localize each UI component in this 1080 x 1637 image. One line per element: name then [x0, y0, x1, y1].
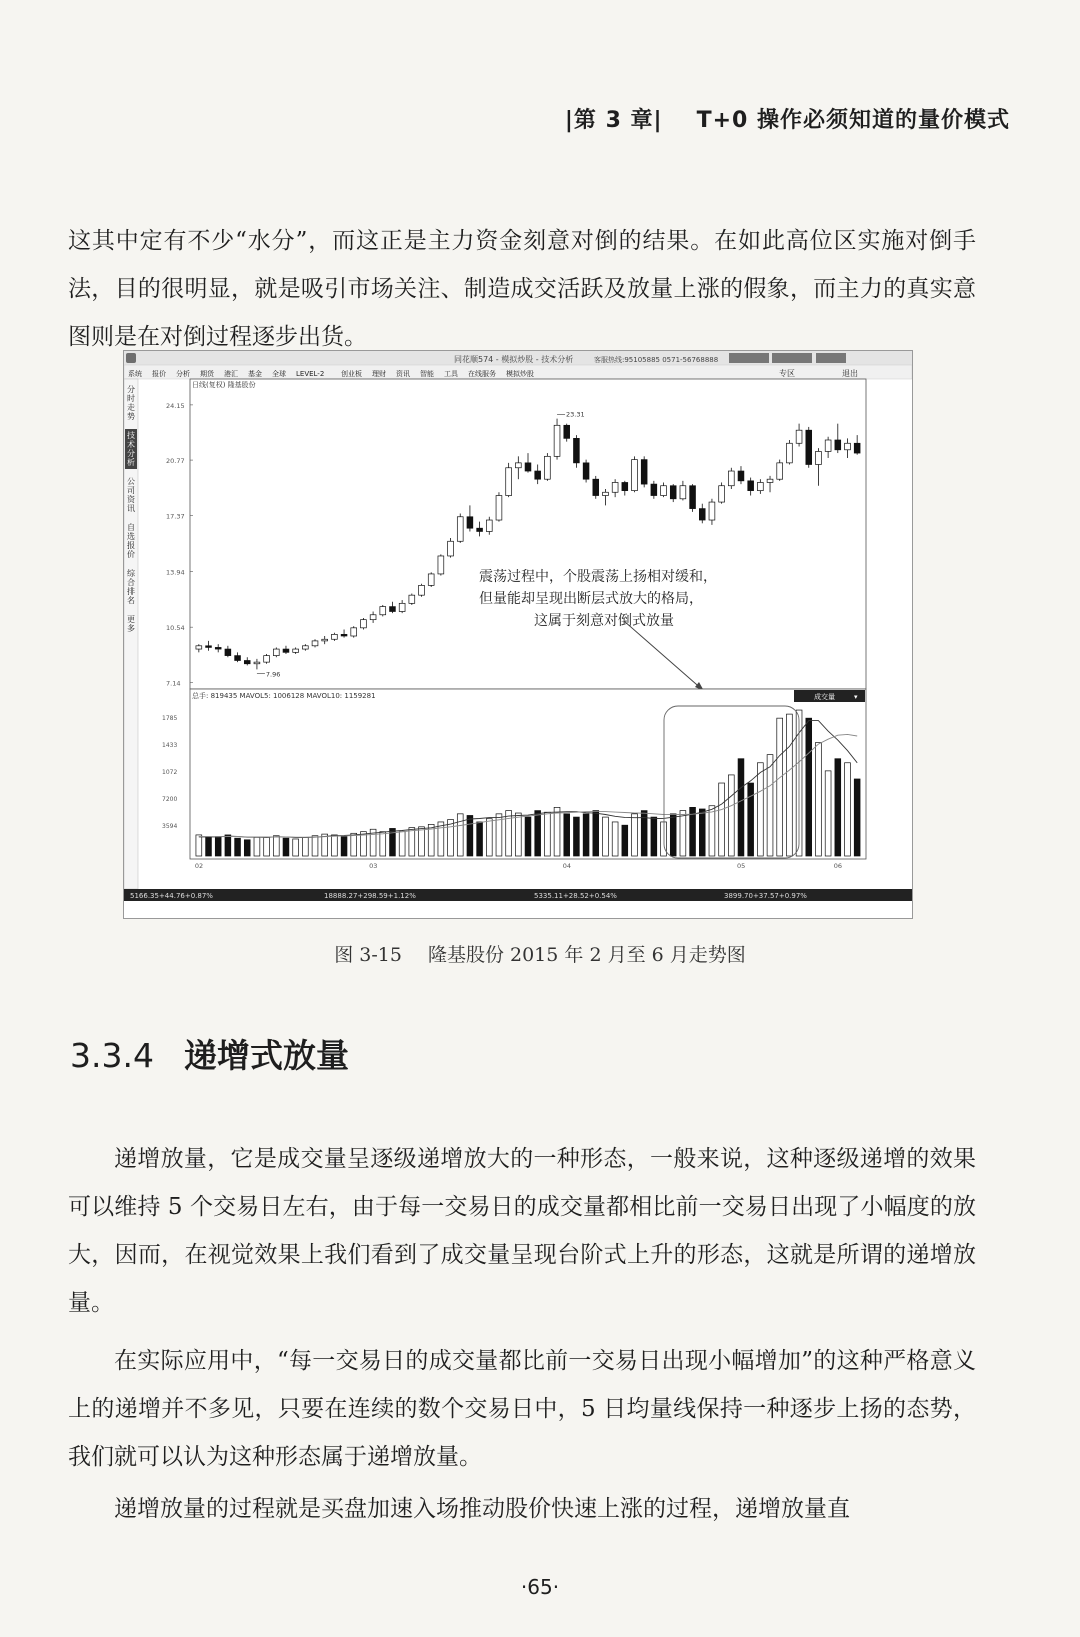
volume-bar	[419, 827, 425, 856]
sidebar-tab-char: 时	[127, 394, 135, 403]
candle-down	[670, 486, 676, 499]
sidebar-tab-char: 司	[127, 486, 135, 495]
volume-bar	[331, 835, 337, 856]
volume-bar	[448, 820, 454, 856]
sidebar-tab-char: 更	[127, 615, 135, 624]
candle-up	[554, 425, 560, 456]
candle-up	[845, 443, 851, 450]
volume-bar	[845, 763, 851, 856]
volume-bar	[486, 819, 492, 856]
body-paragraph-2: 递增放量，它是成交量呈逐级递增放大的一种形态，一般来说，这种逐级递增的效果可以维持 5 个交易日左右，由于每一交易日的成交量都相比前一交易日出现了小幅度的放大，因而，在视觉效果上我们看到了成交量呈现台阶式上升的形态，这就是所谓的递增放量。	[68, 1146, 976, 1316]
candle-down	[641, 460, 647, 485]
volume-bar	[477, 822, 483, 856]
volume-bar	[564, 814, 570, 856]
toolbar-button-3[interactable]	[816, 353, 846, 363]
sidebar-tab-char: 析	[127, 458, 135, 467]
volume-bar	[235, 838, 241, 856]
candle-up	[302, 646, 308, 649]
annotation-line: 这属于刻意对倒式放量	[534, 613, 674, 629]
menu-item[interactable]: 创业板	[341, 370, 362, 378]
price-tick: 24.15	[166, 401, 185, 410]
volume-bar	[719, 783, 725, 856]
volume-bar	[206, 837, 212, 856]
candle-up	[409, 595, 415, 603]
section-heading	[70, 1030, 349, 1077]
candle-up	[796, 430, 802, 443]
candle-down	[574, 438, 580, 463]
sidebar-tab-char: 分	[127, 449, 135, 458]
candle-up	[767, 479, 773, 482]
candle-up	[196, 646, 202, 649]
candle-up	[757, 482, 763, 490]
menu-item[interactable]: 工具	[444, 370, 458, 378]
volume-bar	[399, 832, 405, 856]
candle-down	[535, 471, 541, 479]
sidebar-tab-char: 公	[127, 477, 135, 486]
sidebar-tab-char: 走	[127, 403, 135, 412]
running-header	[565, 103, 1010, 134]
chart-label: 日线(复权) 隆基股份	[192, 381, 256, 389]
menu-exit[interactable]: 退出	[842, 369, 858, 378]
candle-up	[709, 502, 715, 520]
menu-zone[interactable]: 专区	[779, 369, 795, 378]
candle-up	[428, 574, 434, 585]
sidebar-tab[interactable]	[127, 477, 136, 513]
volume-bar	[283, 838, 289, 856]
sidebar-tab-char: 排	[127, 587, 135, 596]
menu-item[interactable]: LEVEL-2	[296, 370, 325, 378]
candle-down	[467, 517, 473, 528]
volume-bar	[322, 834, 328, 856]
figure-caption	[0, 940, 1080, 967]
volume-tick: 1072	[162, 769, 178, 776]
volume-bar	[777, 718, 783, 856]
candle-up	[544, 456, 550, 479]
annotation-line: 震荡过程中，个股震荡上扬相对缓和，	[479, 569, 717, 585]
price-tick: 13.94	[166, 568, 185, 577]
candle-up	[370, 615, 376, 620]
candle-down	[583, 463, 589, 479]
figure-number: 图 3-15	[334, 944, 402, 966]
volume-bar	[506, 811, 512, 856]
volume-bar	[467, 815, 473, 856]
candle-up	[816, 451, 822, 464]
section-title: 递增式放量	[183, 1036, 349, 1075]
app-logo-icon	[126, 353, 136, 363]
volume-bar	[574, 817, 580, 856]
window-title: 同花顺574 - 模拟炒股 - 技术分析	[454, 355, 574, 364]
chapter-title: T+0 操作必须知道的量价模式	[696, 108, 1010, 133]
candle-up	[719, 486, 725, 502]
volume-bar	[380, 832, 386, 856]
candle-down	[622, 482, 628, 490]
status-item: 18888.27+298.59+1.12%	[324, 892, 416, 900]
volume-bar	[757, 763, 763, 856]
candle-down	[390, 607, 396, 612]
volume-bar	[515, 813, 521, 856]
price-panel	[190, 379, 866, 689]
candle-down	[283, 649, 289, 652]
price-tick: 10.54	[166, 624, 185, 633]
sidebar-tab-char: 自	[127, 523, 135, 532]
candle-down	[477, 528, 483, 531]
candle-down	[738, 471, 744, 481]
volume-bar	[748, 783, 754, 856]
volume-tick: 1433	[162, 742, 178, 749]
volume-bar	[554, 807, 560, 856]
x-tick: 04	[562, 862, 572, 870]
volume-legend: 总手: 819435 MAVOL5: 1006128 MAVOL10: 1159281	[192, 692, 376, 700]
candle-up	[680, 486, 686, 499]
menu-item[interactable]: 基金	[248, 370, 262, 378]
candle-down	[225, 649, 231, 656]
sidebar-tab-char: 综	[127, 569, 135, 578]
menu-item[interactable]: 资讯	[396, 370, 410, 378]
volume-tick: 7200	[162, 796, 178, 803]
volume-bar	[264, 837, 270, 856]
candle-up	[728, 471, 734, 486]
volume-bar	[738, 759, 744, 856]
figure-caption-text: 隆基股份 2015 年 2 月至 6 月走势图	[427, 944, 746, 966]
menu-item[interactable]: 智能	[420, 370, 434, 378]
candle-up	[438, 556, 444, 574]
candle-down	[651, 484, 657, 495]
sidebar-tab-char: 合	[127, 578, 135, 587]
candle-up	[312, 641, 318, 646]
candle-up	[496, 496, 502, 521]
price-axis	[166, 402, 193, 688]
sidebar-tab-char: 势	[127, 412, 135, 421]
indicator-dropdown-label: 成交量	[814, 693, 835, 701]
candle-up	[448, 541, 454, 556]
volume-bar	[854, 779, 860, 856]
volume-bar	[341, 837, 347, 856]
x-tick: 05	[736, 862, 746, 870]
status-item: 3899.70+37.57+0.97%	[724, 892, 807, 900]
status-item: 5335.11+28.52+0.54%	[534, 892, 617, 900]
candle-up	[786, 443, 792, 463]
volume-bar	[302, 837, 308, 856]
chevron-down-icon: ▾	[854, 693, 858, 701]
volume-bar	[535, 811, 541, 856]
candle-up	[254, 662, 260, 664]
candle-down	[690, 486, 696, 509]
toolbar-button-2[interactable]	[772, 353, 812, 363]
high-marker: 23.31	[566, 410, 585, 419]
candle-up	[293, 649, 299, 652]
sidebar-tab[interactable]	[127, 384, 135, 421]
candle-up	[399, 603, 405, 611]
candle-up	[264, 656, 270, 663]
volume-bar	[825, 771, 831, 856]
volume-bar	[244, 840, 250, 856]
volume-bar	[651, 817, 657, 856]
menu-item[interactable]: 期货	[200, 370, 214, 378]
volume-bar	[806, 718, 812, 856]
volume-bar	[312, 836, 318, 856]
candle-up	[603, 492, 609, 495]
sidebar-tab-char: 技	[127, 431, 135, 440]
volume-bar	[351, 833, 357, 856]
volume-bar	[767, 755, 773, 856]
volume-bar	[709, 806, 715, 856]
volume-bar	[457, 814, 463, 856]
candle-down	[206, 646, 212, 648]
sidebar-tab-char: 资	[127, 495, 135, 504]
menu-item[interactable]: 全球	[272, 370, 286, 378]
sidebar-tab[interactable]	[125, 429, 137, 469]
candle-up	[361, 620, 367, 628]
volume-bar	[544, 812, 550, 856]
sidebar-tab-char: 多	[127, 624, 135, 633]
candle-down	[854, 443, 860, 453]
volume-tick: 1785	[162, 715, 178, 722]
volume-bar	[680, 811, 686, 856]
menu-item[interactable]: 理财	[372, 370, 386, 378]
sidebar-tab-char: 报	[127, 541, 135, 550]
volume-tick: 3594	[162, 823, 178, 830]
candle-up	[506, 468, 512, 496]
volume-bar	[273, 836, 279, 856]
sidebar-tab-char: 价	[127, 550, 135, 559]
candle-up	[632, 460, 638, 491]
sidebar-tab-char: 选	[127, 532, 135, 541]
volume-bar	[816, 742, 822, 856]
candle-up	[419, 585, 425, 595]
candle-up	[351, 628, 357, 636]
volume-bar	[699, 809, 705, 856]
menu-item[interactable]: 港汇	[224, 370, 238, 378]
sidebar-tab-char: 名	[127, 596, 135, 605]
sidebar-tab-char: 分	[127, 385, 135, 394]
section-number: 3.3.4	[70, 1036, 154, 1075]
candle-up	[273, 649, 279, 656]
candle-up	[457, 517, 463, 542]
x-axis	[195, 862, 842, 870]
stock-chart-svg	[124, 351, 912, 918]
volume-bar	[583, 814, 589, 856]
volume-bar	[196, 835, 202, 856]
candle-up	[486, 520, 492, 531]
sidebar-tab[interactable]	[127, 522, 135, 559]
chapter-label: |第 3 章|	[564, 108, 663, 133]
volume-bar	[622, 825, 628, 856]
volume-bar	[438, 822, 444, 856]
body-paragraph-4: 递增放量的过程就是买盘加速入场推动股价快速上涨的过程，递增放量直	[114, 1496, 850, 1522]
volume-bar	[612, 822, 618, 856]
price-tick: 20.77	[166, 457, 185, 466]
sidebar-tab-char: 术	[127, 440, 135, 449]
candle-up	[825, 440, 831, 451]
low-marker: 7.96	[265, 670, 281, 679]
volume-bar	[254, 837, 260, 856]
volume-bar	[525, 817, 531, 856]
candle-up	[777, 463, 783, 479]
volume-bar	[215, 837, 221, 856]
candle-down	[215, 647, 221, 649]
candle-up	[612, 482, 618, 492]
volume-bar	[409, 828, 415, 856]
volume-axis	[162, 715, 177, 830]
x-tick: 06	[833, 862, 843, 870]
volume-bar	[835, 759, 841, 856]
menu-item[interactable]: 分析	[176, 370, 190, 378]
candle-down	[341, 634, 347, 636]
menu-item[interactable]: 报价	[152, 370, 166, 378]
candle-up	[661, 486, 667, 496]
x-tick: 02	[194, 862, 204, 870]
x-tick: 03	[369, 862, 378, 870]
candle-down	[748, 481, 754, 491]
menu-item[interactable]: 在线服务	[468, 370, 496, 378]
volume-bar	[670, 814, 676, 856]
volume-bar	[786, 714, 792, 856]
menu-item[interactable]: 模拟炒股	[506, 370, 534, 378]
candle-down	[806, 430, 812, 464]
volume-bar	[593, 811, 599, 856]
body-paragraph-3: 在实际应用中，“每一交易日的成交量都比前一交易日出现小幅增加”的这种严格意义上的递增并不多见，只要在连续的数个交易日中，5 日均量线保持一种逐步上扬的态势，我们就可以认为这种形态属于递增放量。	[68, 1348, 976, 1470]
toolbar-button-1[interactable]	[729, 353, 769, 363]
candle-down	[244, 661, 250, 664]
volume-bar	[603, 817, 609, 856]
candle-down	[699, 509, 705, 520]
status-item: 5166.35+44.76+0.87%	[130, 892, 213, 900]
body-paragraph-1: 这其中定有不少“水分”，而这正是主力资金刻意对倒的结果。在如此高位区实施对倒手法，目的很明显，就是吸引市场关注、制造成交活跃及放量上涨的假象，而主力的真实意图则是在对倒过程逐步出货。	[68, 228, 976, 350]
price-tick: 7.14	[166, 679, 181, 688]
price-tick: 17.37	[166, 512, 185, 521]
page-number: ·65·	[520, 1575, 560, 1599]
volume-bar	[293, 839, 299, 856]
stock-chart-figure	[123, 350, 913, 919]
candle-down	[235, 656, 241, 661]
candle-down	[525, 463, 531, 471]
candle-up	[380, 607, 386, 615]
sidebar-tab-char: 讯	[127, 504, 135, 513]
volume-bar	[728, 775, 734, 856]
menu-item[interactable]: 系统	[128, 370, 142, 378]
candle-up	[331, 634, 337, 639]
candle-down	[835, 440, 841, 450]
volume-bar	[632, 814, 638, 856]
annotation-line: 但量能却呈现出断层式放大的格局，	[479, 591, 703, 607]
candle-up	[515, 463, 521, 468]
volume-bar	[225, 835, 231, 856]
candle-down	[593, 479, 599, 495]
sidebar-tab[interactable]	[127, 568, 136, 605]
hotline-text: 客服热线:95105885 0571-56768888	[594, 356, 719, 364]
candle-down	[564, 425, 570, 438]
sidebar-tab[interactable]	[127, 615, 135, 633]
candle-up	[322, 639, 328, 641]
